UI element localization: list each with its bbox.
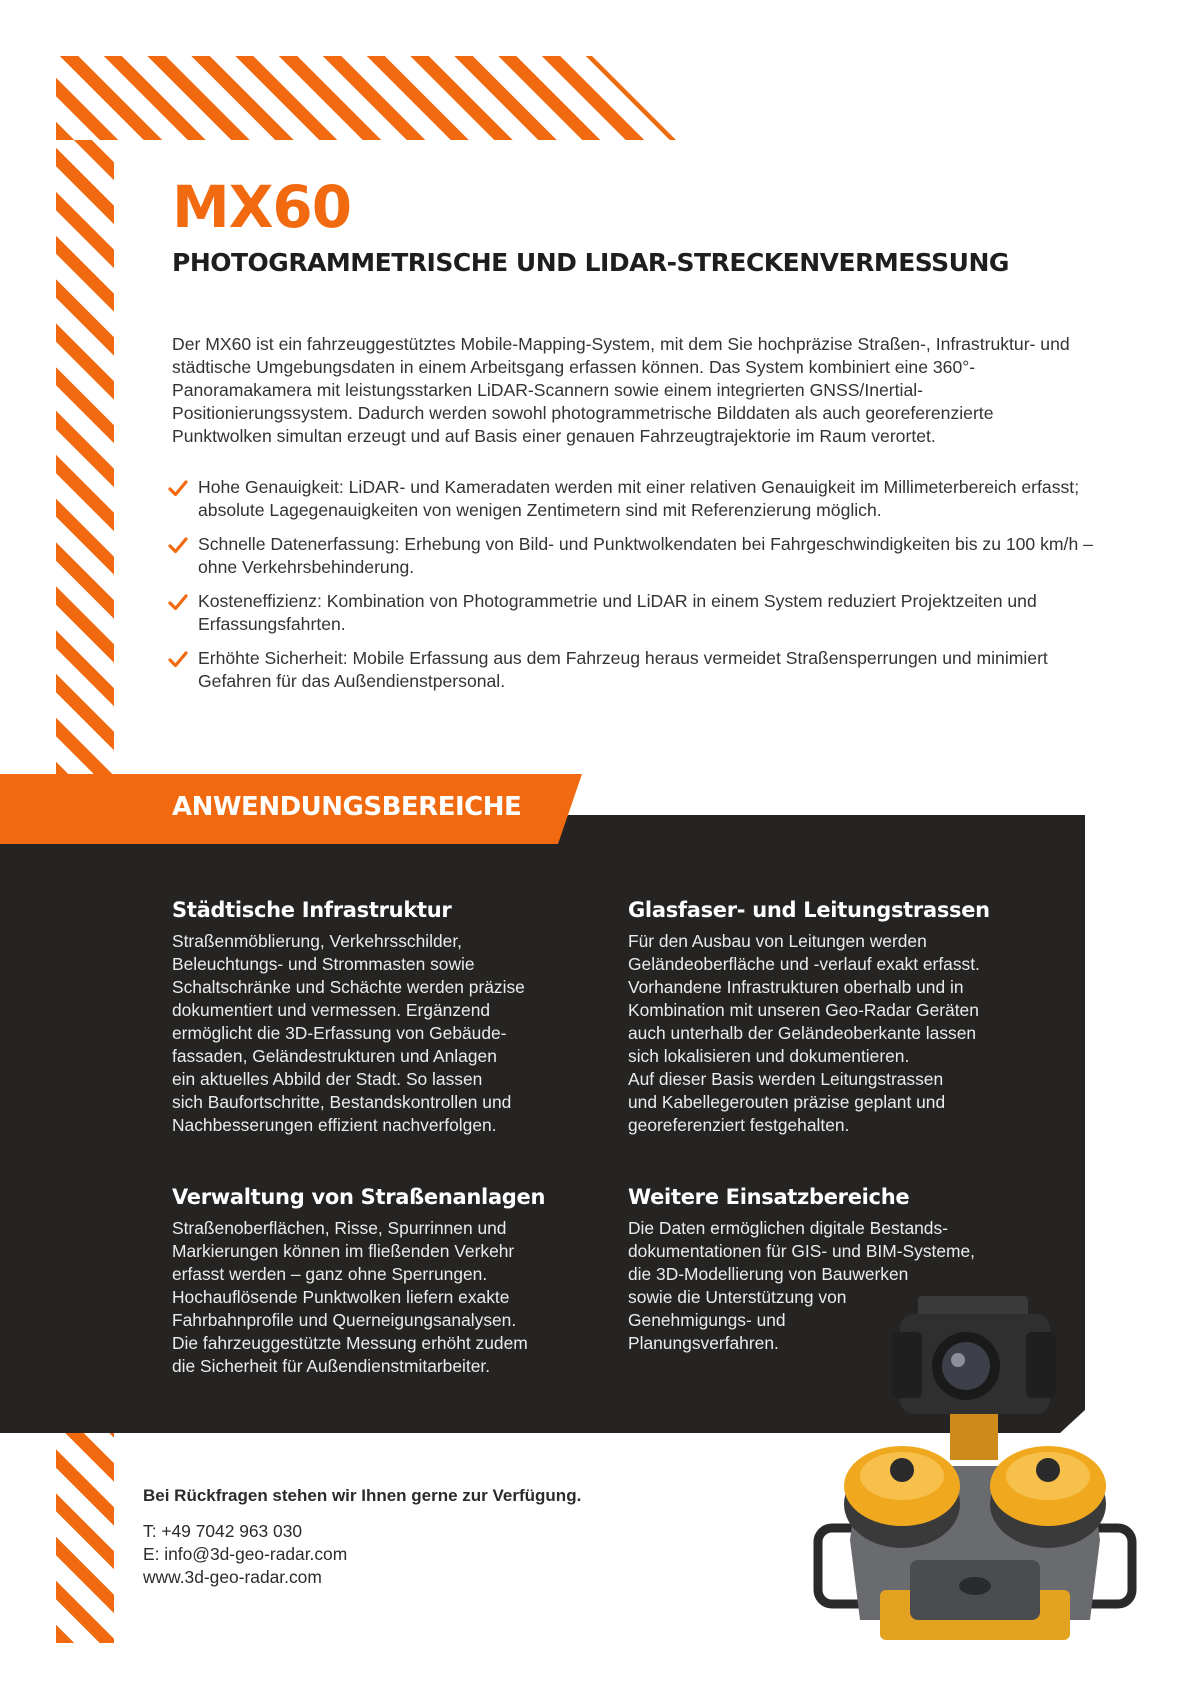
contact-phone[interactable]: T: +49 7042 963 030 [143,1521,303,1541]
checkmark-icon [168,592,188,612]
checkmark-icon [168,535,188,555]
application-heading: Glasfaser- und Leitungstrassen [628,898,990,922]
feature-text: Schnelle Datenerfassung: Erhebung von Bild- und Punktwolkendaten bei Fahrgeschwindigkeiten bis zu 100 km/h – ohne Verkehrsbehinderung. [198,534,1093,577]
checkmark-icon [168,478,188,498]
checkmark-icon [168,649,188,669]
application-road-management [172,1185,592,1378]
application-text: Die Daten ermöglichen digitale Bestands- dokumentationen für GIS- und BIM-Systeme, die 3D-Modellierung von Bauwerken sowie die Unterstützung von Genehmigungs- und Planungsverfahren. [628,1218,976,1353]
product-subtitle: PHOTOGRAMMETRISCHE UND LIDAR-STRECKENVERMESSUNG [172,248,1009,277]
list-item [168,647,1108,693]
product-title: MX60 [172,173,352,241]
list-item [168,476,1108,522]
mx60-device-illustration [800,1290,1150,1660]
decorative-stripes-top [56,56,676,140]
contact-email[interactable]: E: info@3d-geo-radar.com [143,1544,348,1564]
application-heading: Städtische Infrastruktur [172,898,452,922]
contact-website[interactable]: www.3d-geo-radar.com [143,1567,322,1587]
decorative-stripes-bottom [56,1433,114,1643]
feature-text: Hohe Genauigkeit: LiDAR- und Kameradaten werden mit einer relativen Genauigkeit im Millimeterbereich erfasst; absolute Lagegenauigkeiten von wenigen Zentimetern sind mit Referenzierung möglich. [198,477,1080,520]
application-heading: Verwaltung von Straßenanlagen [172,1185,546,1209]
decorative-stripes-left [56,140,114,780]
intro-paragraph: Der MX60 ist ein fahrzeuggestütztes Mobile-Mapping-System, mit dem Sie hochpräzise Straßen-, Infrastruktur- und städtische Umgebungsdaten in einem Arbeitsgang erfassen können. Das System kombiniert eine 360°-Panoramakamera mit leistungsstarken LiDAR-Scannern sowie einem integrierten GNSS/Inertial-Positionierungssystem. Dadurch werden sowohl photogrammetrische Bilddaten als auch georeferenzierte Punktwolken simultan erzeugt und auf Basis einer genauen Fahrzeugtrajektorie im Raum verortet. [172,334,1070,446]
feature-text: Kosteneffizienz: Kombination von Photogrammetrie und LiDAR in einem System reduziert Projektzeiten und Erfassungsfahrten. [198,591,1037,634]
contact-block [143,1486,581,1589]
contact-lead: Bei Rückfragen stehen wir Ihnen gerne zur Verfügung. [143,1486,582,1505]
application-fiber-routes [628,898,1048,1137]
list-item [168,590,1108,636]
applications-title: ANWENDUNGSBEREICHE [172,792,522,822]
list-item [168,533,1108,579]
feature-text: Erhöhte Sicherheit: Mobile Erfassung aus dem Fahrzeug heraus vermeidet Straßensperrungen und minimiert Gefahren für das Außendienstpersonal. [198,648,1048,691]
application-text: Für den Ausbau von Leitungen werden Geländeoberfläche und -verlauf exakt erfasst. Vorhandene Infrastrukturen oberhalb und in Kombination mit unseren Geo-Radar Geräten auch unterhalb der Geländeoberkante lassen sich lokalisieren und dokumentieren. Auf dieser Basis werden Leitungstrassen und Kabellegerouten präzise geplant und georeferenziert festgehalten. [628,931,980,1135]
application-text: Straßenmöblierung, Verkehrsschilder, Beleuchtungs- und Strommasten sowie Schaltschränke und Schächte werden präzise dokumentiert und vermessen. Ergänzend ermöglicht die 3D-Erfassung von Gebäude- fassaden, Geländestrukturen und Anlagen ein aktuelles Abbild der Stadt. So lassen sich Baufortschritte, Bestandskontrollen und Nachbesserungen effizient nachverfolgen. [172,931,525,1135]
application-heading: Weitere Einsatzbereiche [628,1185,910,1209]
application-urban-infrastructure [172,898,592,1137]
application-text: Straßenoberflächen, Risse, Spurrinnen und Markierungen können im fließenden Verkehr erfasst werden – ganz ohne Sperrungen. Hochauflösende Punktwolken liefern exakte Fahrbahnprofile und Querneigungsanalysen. Die fahrzeuggestützte Messung erhöht zudem die Sicherheit für Außendienstmitarbeiter. [172,1218,528,1376]
feature-list [168,476,1108,704]
